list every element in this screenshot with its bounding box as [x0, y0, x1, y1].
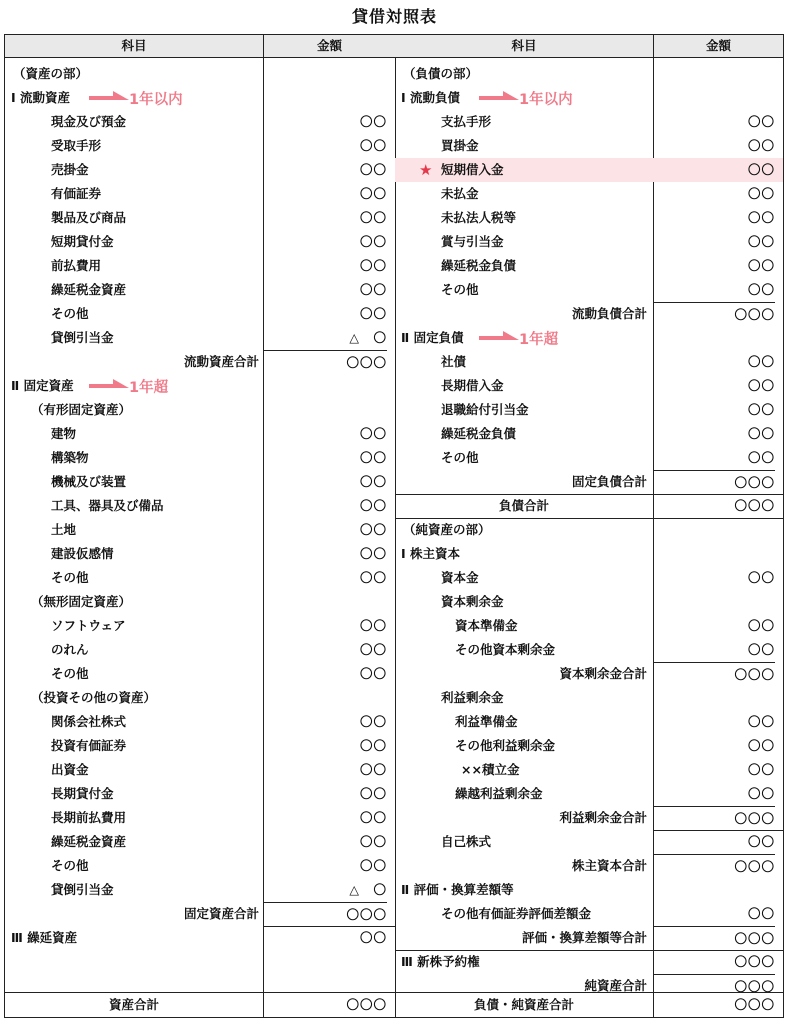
right-row-amount [654, 590, 775, 614]
right-row-label: （負債の部） [403, 66, 479, 81]
left-row-amount [264, 398, 387, 422]
right-row-amount [654, 86, 775, 110]
left-row-amount: 〇〇 [359, 282, 387, 297]
left-row-label: 前払費用 [51, 258, 102, 273]
arrow-right-icon [479, 86, 519, 110]
right-row-label: 資本金 [441, 570, 479, 585]
right-row-amount [654, 326, 775, 350]
left-row-amount: 〇〇〇 [264, 350, 387, 375]
left-row-amount: 〇〇 [359, 666, 387, 681]
right-row-label: 退職給付引当金 [441, 402, 529, 417]
liabilities-header [395, 35, 783, 58]
left-row [5, 734, 395, 758]
left-row [5, 62, 395, 86]
left-row-amount: 〇〇 [359, 810, 387, 825]
term-label: 1年以内 [129, 91, 183, 108]
left-row [5, 662, 395, 686]
right-row [395, 638, 783, 662]
right-row-label: Ⅲ 新株予約権 [401, 954, 480, 969]
grand-total-label: 資産合計 [108, 997, 159, 1012]
right-row [395, 686, 783, 710]
left-row-amount: 〇〇 [359, 258, 387, 273]
right-row [395, 278, 783, 302]
left-row-label: 関係会社株式 [51, 714, 127, 729]
right-row [395, 662, 783, 686]
right-row-label: 資本剰余金合計 [559, 666, 647, 681]
left-row-label: 出資金 [51, 762, 89, 777]
right-row-amount: 〇〇〇 [654, 854, 775, 879]
left-row [5, 206, 395, 230]
left-row [5, 854, 395, 878]
left-row [5, 278, 395, 302]
right-row-amount: 〇〇 [747, 714, 775, 729]
left-row-amount: 〇〇 [359, 450, 387, 465]
left-row [5, 638, 395, 662]
left-row [5, 422, 395, 446]
left-row-amount [264, 86, 387, 110]
right-row-label: 負債合計 [498, 498, 549, 513]
right-row [395, 326, 783, 350]
right-row-label: （純資産の部） [403, 522, 491, 537]
left-row-label: ソフトウェア [51, 618, 126, 633]
right-row [395, 398, 783, 422]
left-row-label: 受取手形 [51, 138, 102, 153]
left-row-amount: 〇〇 [359, 234, 387, 249]
right-row-label: その他 [441, 450, 479, 465]
right-row [395, 446, 783, 470]
left-row [5, 350, 395, 374]
right-row-label: 株主資本合計 [571, 858, 647, 873]
right-row [395, 230, 783, 254]
left-row-amount: 〇〇 [359, 426, 387, 441]
left-row [5, 374, 395, 398]
left-row-amount: 〇〇 [359, 498, 387, 513]
left-row-amount: 〇〇 [359, 618, 387, 633]
right-row-label: Ⅰ 株主資本 [401, 546, 461, 561]
left-row [5, 878, 395, 902]
right-row [395, 854, 783, 878]
subject-header: 科目 [511, 38, 537, 53]
right-row [395, 830, 783, 854]
left-row [5, 686, 395, 710]
assets-header [5, 35, 395, 58]
right-row [395, 710, 783, 734]
left-row-amount [264, 374, 387, 398]
right-row-label: 固定負債合計 [571, 474, 647, 489]
right-row-amount: 〇〇 [747, 186, 775, 201]
left-row-amount: 〇〇 [359, 786, 387, 801]
left-row-label: その他 [51, 666, 89, 681]
right-row-amount: 〇〇〇 [654, 806, 775, 831]
term-annotation [479, 326, 558, 350]
left-row [5, 806, 395, 830]
right-row-label: 長期借入金 [441, 378, 504, 393]
right-row-label: Ⅰ 流動負債 [401, 90, 461, 105]
left-row-amount: 〇〇 [359, 162, 387, 177]
right-row-amount: 〇〇 [747, 618, 775, 633]
right-row-label: 繰越利益剰余金 [455, 786, 543, 801]
term-annotation [479, 86, 573, 110]
right-row [395, 926, 783, 950]
grand-total-amount: 〇〇〇 [734, 997, 775, 1012]
left-row-label: 建設仮感情 [51, 546, 114, 561]
left-row-amount: 〇〇 [359, 210, 387, 225]
right-row [395, 158, 783, 182]
left-row-amount: 〇〇 [359, 306, 387, 321]
left-row [5, 758, 395, 782]
left-row-label: 工具、器具及び備品 [51, 498, 164, 513]
right-row-amount: 〇〇 [747, 258, 775, 273]
left-row-label: のれん [51, 642, 89, 657]
right-row-label: 資本剰余金 [441, 594, 504, 609]
right-row [395, 518, 783, 542]
right-row-amount: 〇〇 [747, 234, 775, 249]
arrow-right-icon [89, 374, 129, 398]
left-row-amount: 〇〇 [359, 642, 387, 657]
left-row-label: その他 [51, 306, 89, 321]
left-row-amount: 〇〇 [359, 762, 387, 777]
right-row-amount: 〇〇 [747, 114, 775, 129]
right-row-amount: 〇〇 [747, 378, 775, 393]
right-row [395, 62, 783, 86]
left-row-label: 長期貸付金 [51, 786, 114, 801]
left-row-amount: 〇〇 [359, 570, 387, 585]
right-row-label: その他 [441, 282, 479, 297]
grand-total-amount: 〇〇〇 [346, 997, 387, 1012]
balance-sheet [4, 34, 784, 1018]
right-row [395, 110, 783, 134]
right-row-label: 短期借入金 [441, 162, 504, 177]
term-label: 1年以内 [519, 91, 573, 108]
term-annotation [89, 86, 183, 110]
subject-header: 科目 [121, 38, 147, 53]
star-icon: ★ [419, 161, 433, 179]
left-row-amount [264, 686, 387, 710]
arrow-right-icon [479, 326, 519, 350]
left-row-label: 土地 [51, 522, 77, 537]
right-row-label: 流動負債合計 [571, 306, 647, 321]
right-row [395, 782, 783, 806]
left-row-label: （投資その他の資産） [31, 690, 157, 705]
right-row-amount: 〇〇〇 [734, 954, 775, 969]
right-row [395, 950, 783, 974]
left-row [5, 182, 395, 206]
right-row-label: Ⅱ 評価・換算差額等 [401, 882, 514, 897]
left-row-label: その他 [51, 570, 89, 585]
left-row-amount [264, 590, 387, 614]
right-row [395, 254, 783, 278]
left-row [5, 518, 395, 542]
left-row-label: 短期貸付金 [51, 234, 114, 249]
right-row [395, 590, 783, 614]
left-row [5, 830, 395, 854]
right-row-amount: 〇〇 [747, 426, 775, 441]
amount-header: 金額 [263, 35, 395, 57]
right-row-label: その他利益剰余金 [455, 738, 556, 753]
left-row-amount: △ 〇 [349, 882, 387, 897]
left-row [5, 254, 395, 278]
right-row-label: 評価・換算差額等合計 [521, 930, 647, 945]
right-row-amount: 〇〇〇 [734, 498, 775, 513]
left-row-label: 長期前払費用 [51, 810, 127, 825]
left-row [5, 614, 395, 638]
left-row-amount: 〇〇 [359, 546, 387, 561]
right-grand-total [395, 993, 783, 1017]
right-row-amount [654, 686, 775, 710]
left-row-label: 有価証券 [51, 186, 102, 201]
left-row-label: Ⅰ 流動資産 [11, 90, 71, 105]
right-row-label: 未払法人税等 [441, 210, 517, 225]
left-row-amount: 〇〇 [359, 834, 387, 849]
right-row-label: 未払金 [441, 186, 479, 201]
right-row-label: 純資産合計 [584, 978, 647, 993]
right-row-amount: 〇〇 [747, 738, 775, 753]
right-row-amount [654, 542, 775, 566]
left-row [5, 398, 395, 422]
right-row [395, 350, 783, 374]
left-row-label: 流動資産合計 [183, 354, 259, 369]
left-row-label: Ⅲ 繰延資産 [11, 930, 78, 945]
right-row-label: その他有価証券評価差額金 [441, 906, 592, 921]
left-row-amount: 〇〇 [359, 138, 387, 153]
right-row-amount: 〇〇〇 [654, 302, 775, 327]
left-row-amount: 〇〇〇 [264, 902, 387, 927]
right-row-amount: 〇〇〇 [654, 662, 775, 687]
right-row-amount: 〇〇 [747, 210, 775, 225]
left-row [5, 590, 395, 614]
right-row-amount: 〇〇 [747, 138, 775, 153]
left-row-amount: 〇〇 [359, 714, 387, 729]
right-row [395, 470, 783, 494]
right-row-label: 繰延税金負債 [441, 426, 517, 441]
left-grand-total [5, 993, 395, 1017]
left-row-amount: 〇〇 [359, 186, 387, 201]
right-row [395, 206, 783, 230]
right-row-amount: 〇〇 [747, 906, 775, 921]
amount-header: 金額 [653, 35, 783, 57]
right-row-amount [654, 518, 775, 542]
left-row-label: 繰延税金資産 [51, 282, 127, 297]
right-row [395, 806, 783, 830]
left-row-label: 売掛金 [51, 162, 89, 177]
right-row [395, 374, 783, 398]
right-row-amount: 〇〇 [747, 162, 775, 177]
right-row-amount: 〇〇〇 [654, 470, 775, 495]
right-row-label: 支払手形 [441, 114, 492, 129]
left-row-amount: 〇〇 [359, 930, 387, 945]
right-row-amount [654, 62, 775, 86]
right-row-amount: 〇〇 [747, 570, 775, 585]
left-row-amount: 〇〇 [359, 114, 387, 129]
left-row [5, 542, 395, 566]
left-row-label: （資産の部） [13, 66, 89, 81]
left-row [5, 566, 395, 590]
term-label: 1年超 [519, 331, 559, 348]
right-row [395, 878, 783, 902]
right-row [395, 86, 783, 110]
right-row-label: 賞与引当金 [441, 234, 504, 249]
left-row [5, 134, 395, 158]
left-row-label: 建物 [51, 426, 77, 441]
right-row-label: 利益剰余金 [441, 690, 504, 705]
left-row [5, 446, 395, 470]
right-row-label: その他資本剰余金 [455, 642, 556, 657]
left-row-label: 固定資産合計 [183, 906, 259, 921]
left-row-label: Ⅱ 固定資産 [11, 378, 74, 393]
right-row [395, 734, 783, 758]
term-annotation [89, 374, 168, 398]
left-row-label: 現金及び預金 [51, 114, 127, 129]
grand-total-label: 負債・純資産合計 [473, 997, 574, 1012]
right-row-label: 繰延税金負債 [441, 258, 517, 273]
left-row-label: その他 [51, 858, 89, 873]
left-row-label: （有形固定資産） [31, 402, 132, 417]
left-row-label: 貸倒引当金 [51, 882, 114, 897]
left-row [5, 158, 395, 182]
right-row-amount: 〇〇 [747, 834, 775, 849]
right-row [395, 902, 783, 926]
left-row [5, 230, 395, 254]
right-row-label: 買掛金 [441, 138, 479, 153]
right-row-amount: 〇〇 [747, 354, 775, 369]
right-row [395, 302, 783, 326]
left-row-label: 構築物 [51, 450, 89, 465]
left-row [5, 86, 395, 110]
left-row [5, 470, 395, 494]
right-row [395, 758, 783, 782]
right-row-label: 社債 [441, 354, 467, 369]
right-row-label: 利益剰余金合計 [559, 810, 647, 825]
right-row-label: 利益準備金 [455, 714, 518, 729]
left-row-label: （無形固定資産） [31, 594, 132, 609]
left-row-label: 貸倒引当金 [51, 330, 114, 345]
left-row-amount [264, 62, 387, 86]
right-row [395, 494, 783, 518]
left-row-label: 投資有価証券 [51, 738, 127, 753]
right-row [395, 566, 783, 590]
assets-side [5, 35, 396, 1017]
left-row [5, 110, 395, 134]
page-title: 貸借対照表 [351, 7, 437, 26]
right-row-amount: 〇〇 [747, 642, 775, 657]
right-row-amount: 〇〇 [747, 786, 775, 801]
term-label: 1年超 [129, 379, 169, 396]
arrow-right-icon [89, 86, 129, 110]
left-row [5, 902, 395, 926]
right-row-amount: 〇〇 [747, 762, 775, 777]
right-row-amount: 〇〇 [747, 450, 775, 465]
right-row-label: ××積立金 [461, 762, 520, 777]
right-row-label: Ⅱ 固定負債 [401, 330, 464, 345]
left-row [5, 926, 395, 950]
left-row-amount: 〇〇 [359, 858, 387, 873]
right-row [395, 182, 783, 206]
left-row-amount: 〇〇 [359, 522, 387, 537]
left-row-label: 繰延税金資産 [51, 834, 127, 849]
left-row-amount: △ 〇 [349, 330, 387, 345]
right-row-amount: 〇〇 [747, 402, 775, 417]
left-row-label: 製品及び商品 [51, 210, 127, 225]
left-row [5, 494, 395, 518]
right-row [395, 422, 783, 446]
right-row [395, 542, 783, 566]
right-row-amount: 〇〇 [747, 282, 775, 297]
right-row [395, 614, 783, 638]
right-row-amount: 〇〇〇 [654, 926, 775, 951]
left-row [5, 710, 395, 734]
left-row [5, 326, 395, 350]
liabilities-side [395, 35, 783, 1017]
right-row-amount [654, 878, 775, 902]
left-row-amount: 〇〇 [359, 474, 387, 489]
left-row [5, 782, 395, 806]
right-row-label: 資本準備金 [455, 618, 518, 633]
right-row [395, 134, 783, 158]
left-row-label: 機械及び装置 [51, 474, 127, 489]
right-row-amount: 〇〇〇 [654, 974, 775, 999]
right-row-label: 自己株式 [441, 834, 492, 849]
left-row [5, 302, 395, 326]
left-row-amount: 〇〇 [359, 738, 387, 753]
